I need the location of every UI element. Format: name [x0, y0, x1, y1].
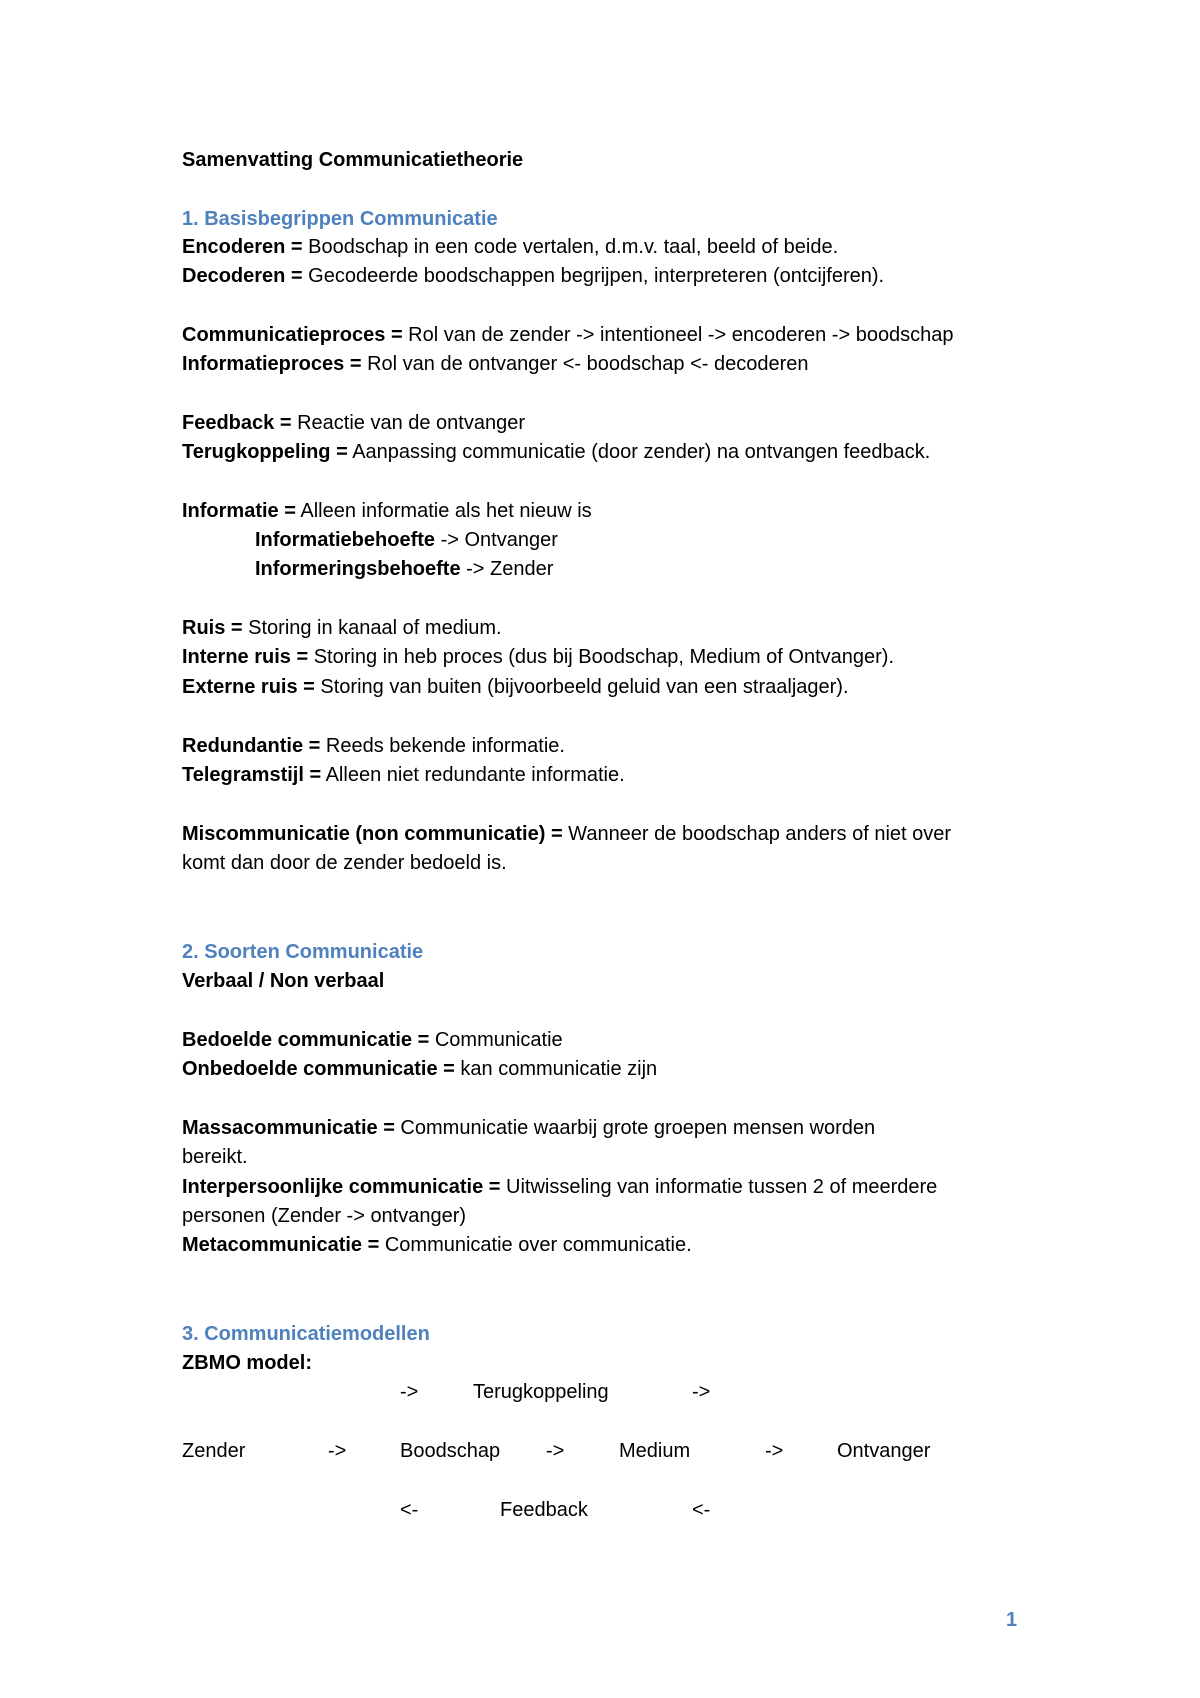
- term: Interpersoonlijke communicatie =: [182, 1176, 501, 1198]
- definition-interne-ruis: [182, 643, 894, 671]
- definition-communicatieproces: [182, 321, 954, 349]
- node-boodschap: Boodschap: [400, 1440, 501, 1462]
- arrow-zender-boodschap: ->: [328, 1440, 347, 1462]
- term: Massacommunicatie =: [182, 1117, 395, 1139]
- bottom-arrow-right: <-: [692, 1499, 711, 1521]
- definition: -> Zender: [460, 558, 554, 580]
- page-number: 1: [1006, 1609, 1018, 1631]
- definition-redundantie: [182, 732, 565, 760]
- definition: Uitwisseling van informatie tussen 2 of meerdere: [500, 1176, 938, 1198]
- definition: -> Ontvanger: [435, 529, 558, 551]
- definition: Storing in kanaal of medium.: [242, 617, 502, 639]
- term: Terugkoppeling =: [182, 441, 348, 463]
- term: Informatieproces =: [182, 353, 362, 375]
- definition: Reactie van de ontvanger: [291, 412, 526, 434]
- definition-informeringsbehoefte: [255, 555, 553, 583]
- definition: Storing in heb proces (dus bij Boodschap, Medium of Ontvanger).: [308, 646, 895, 668]
- node-medium: Medium: [619, 1440, 691, 1462]
- node-zender: Zender: [182, 1440, 246, 1462]
- definition: Storing van buiten (bijvoorbeeld geluid van een straaljager).: [314, 676, 849, 698]
- definition-telegramstijl: [182, 761, 625, 789]
- term: Ruis =: [182, 617, 243, 639]
- label-terugkoppeling: Terugkoppeling: [473, 1381, 609, 1403]
- section-heading-soorten: 2. Soorten Communicatie: [182, 941, 424, 963]
- definition-terugkoppeling: [182, 438, 930, 466]
- definition: Alleen niet redundante informatie.: [321, 764, 625, 786]
- term: Metacommunicatie =: [182, 1234, 380, 1256]
- definition-miscommunicatie-cont: komt dan door de zender bedoeld is.: [182, 852, 507, 874]
- definition: Alleen informatie als het nieuw is: [295, 500, 592, 522]
- verbaal-label: Verbaal / Non verbaal: [182, 970, 385, 992]
- bottom-arrow-left: <-: [400, 1499, 419, 1521]
- definition: Communicatie waarbij grote groepen mensen worden: [394, 1117, 876, 1139]
- definition-interpersoonlijk-cont: personen (Zender -> ontvanger): [182, 1205, 467, 1227]
- definition-informatiebehoefte: [255, 526, 558, 554]
- term: Encoderen =: [182, 236, 303, 258]
- definition: Communicatie over communicatie.: [379, 1234, 692, 1256]
- definition-interpersoonlijk: [182, 1173, 937, 1201]
- label-feedback: Feedback: [500, 1499, 588, 1521]
- definition: Communicatie: [429, 1029, 563, 1051]
- definition-informatie: [182, 497, 592, 525]
- term: Bedoelde communicatie =: [182, 1029, 430, 1051]
- definition-metacommunicatie: [182, 1231, 692, 1259]
- term: Telegramstijl =: [182, 764, 322, 786]
- document-title: Samenvatting Communicatietheorie: [182, 149, 524, 171]
- top-arrow-left: ->: [400, 1381, 419, 1403]
- term: Informeringsbehoefte: [255, 558, 461, 580]
- definition: Rol van de ontvanger <- boodschap <- decoderen: [361, 353, 809, 375]
- model-label: ZBMO model:: [182, 1352, 312, 1374]
- section-heading-basisbegrippen: 1. Basisbegrippen Communicatie: [182, 208, 498, 230]
- term: Informatiebehoefte: [255, 529, 436, 551]
- definition-encoderen: [182, 233, 838, 261]
- definition: Aanpassing communicatie (door zender) na ontvangen feedback.: [347, 441, 931, 463]
- definition: Boodschap in een code vertalen, d.m.v. taal, beeld of beide.: [302, 236, 839, 258]
- definition: Wanneer de boodschap anders of niet over: [562, 823, 952, 845]
- top-arrow-right: ->: [692, 1381, 711, 1403]
- term: Onbedoelde communicatie =: [182, 1058, 455, 1080]
- term: Interne ruis =: [182, 646, 309, 668]
- node-ontvanger: Ontvanger: [837, 1440, 931, 1462]
- definition-massacommunicatie-cont: bereikt.: [182, 1146, 248, 1168]
- term: Externe ruis =: [182, 676, 315, 698]
- term: Miscommunicatie (non communicatie) =: [182, 823, 563, 845]
- definition-miscommunicatie: [182, 820, 951, 848]
- term: Redundantie =: [182, 735, 321, 757]
- definition: Rol van de zender -> intentioneel -> encoderen -> boodschap: [402, 324, 954, 346]
- term: Informatie =: [182, 500, 296, 522]
- section-heading-modellen: 3. Communicatiemodellen: [182, 1323, 430, 1345]
- term: Feedback =: [182, 412, 292, 434]
- definition-externe-ruis: [182, 673, 849, 701]
- term: Decoderen =: [182, 265, 303, 287]
- definition-bedoelde: [182, 1026, 563, 1054]
- definition-ruis: [182, 614, 502, 642]
- definition-informatieproces: [182, 350, 809, 378]
- arrow-medium-ontvanger: ->: [765, 1440, 784, 1462]
- definition-decoderen: [182, 262, 884, 290]
- arrow-boodschap-medium: ->: [546, 1440, 565, 1462]
- definition: Reeds bekende informatie.: [320, 735, 565, 757]
- term: Communicatieproces =: [182, 324, 403, 346]
- definition-massacommunicatie: [182, 1114, 875, 1142]
- definition: kan communicatie zijn: [454, 1058, 658, 1080]
- definition-feedback: [182, 409, 525, 437]
- definition-onbedoelde: [182, 1055, 657, 1083]
- definition: Gecodeerde boodschappen begrijpen, interpreteren (ontcijferen).: [302, 265, 885, 287]
